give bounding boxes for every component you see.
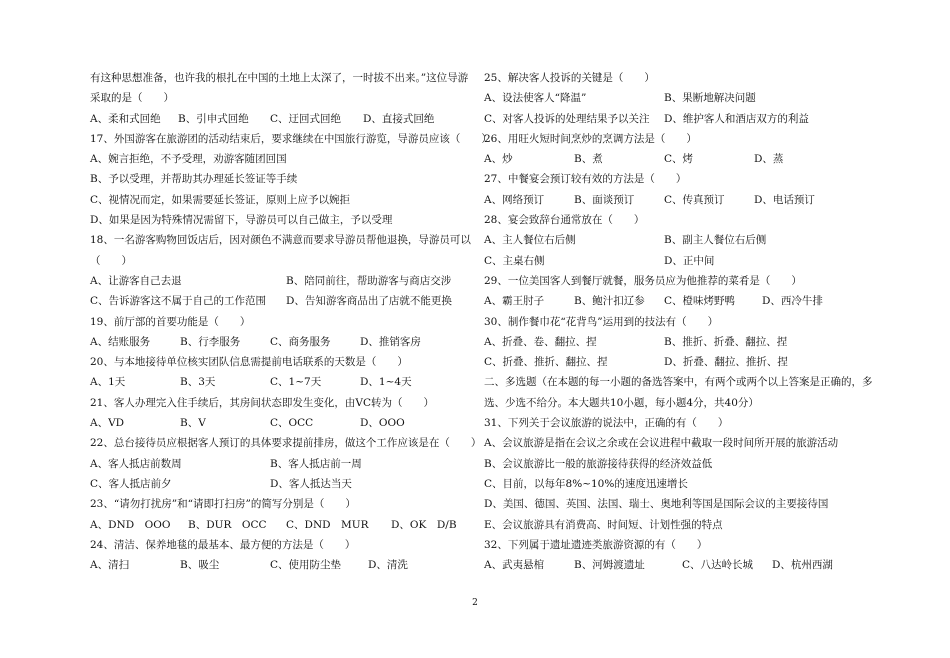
q24-option-a: A、清扫 — [90, 559, 130, 572]
q25-option-c: C、对客人投诉的处理结果予以关注 — [484, 112, 650, 125]
q20-options — [90, 372, 475, 392]
q25-option-d: D、维护客人和酒店双方的利益 — [664, 112, 809, 125]
q29-options — [484, 291, 856, 311]
q29-option-b: B、鲍汁扣辽参 — [574, 295, 645, 308]
q16-stem-line1: 有这种思想准备，也许我的根扎在中国的土地上太深了，一时拔不出来。”这位导游 — [90, 72, 469, 84]
q23-option-a: A、DND OOO — [90, 518, 171, 531]
q27-option-a: A、网络预订 — [484, 193, 545, 206]
q25-options-ab — [484, 88, 856, 108]
q21-options — [90, 413, 475, 433]
q18-option-c: C、告诉游客这不属于自己的工作范围 — [90, 295, 267, 308]
q22-option-b: B、客人抵店前一周 — [270, 457, 362, 470]
q32-stem: 32、下列属于遗址遗迹类旅游资源的有（ ） — [484, 538, 708, 551]
section2-heading-line1: 二、多选题（在本题的每一小题的备选答案中，有两个或两个以上答案是正确的，多 — [484, 376, 873, 389]
q24-option-c: C、使用防尘垫 — [270, 559, 342, 572]
q23-option-c: C、DND MUR — [286, 518, 369, 531]
q23-option-d: D、OK D/B — [391, 518, 457, 531]
q24-option-b: B、吸尘 — [180, 559, 220, 572]
q31-option-a: A、会议旅游是指在会议之余或在会议进程中截取一段时间所开展的旅游活动 — [484, 437, 839, 450]
q18-paren: （ ） — [90, 254, 132, 267]
q17-option-a: A、婉言拒绝，不予受理，劝游客随团回国 — [90, 153, 287, 166]
q19-option-d: D、推销客房 — [360, 335, 421, 348]
q25-option-b: B、果断地解决问题 — [664, 92, 756, 105]
q28-option-a: A、主人餐位右后侧 — [484, 234, 576, 247]
q18-options-ab — [90, 271, 475, 291]
q18-stem: 18、一名游客购物回饭店后，因对颜色不满意而要求导游员帮他退换，导游员可以 — [90, 234, 471, 247]
q29-option-c: C、橙味烤野鸭 — [664, 295, 736, 308]
q21-option-c: C、OCC — [270, 417, 314, 430]
q25-options-cd — [484, 109, 856, 129]
q20-stem: 20、与本地接待单位核实团队信息需提前电话联系的天数是（ ） — [90, 356, 408, 369]
q16-stem-line2: 采取的是（ ） — [90, 92, 174, 105]
q21-option-b: B、V — [180, 417, 206, 430]
q16-option-c: C、迂回式回绝 — [270, 112, 342, 125]
q28-options-cd — [484, 251, 856, 271]
q21-option-a: A、VD — [90, 417, 125, 430]
q23-options — [90, 515, 475, 535]
q22-option-c: C、客人抵店前夕 — [90, 477, 172, 490]
q28-option-c: C、主桌右侧 — [484, 254, 545, 267]
page-number: 2 — [472, 598, 478, 608]
q20-option-a: A、1天 — [90, 376, 126, 389]
q30-option-c: C、折叠、推折、翻拉、捏 — [484, 356, 608, 369]
q26-option-c: C、烤 — [664, 153, 694, 166]
q21-stem: 21、客人办理完入住手续后，其房间状态即发生变化，由VC转为（ ） — [90, 396, 434, 409]
q27-options — [484, 190, 856, 210]
q32-option-d: D、杭州西湖 — [772, 559, 833, 572]
q30-option-a: A、折叠、卷、翻拉、捏 — [484, 335, 597, 348]
q23-stem: 23、“请勿打扰房”和“请即打扫房”的简写分别是（ ） — [90, 498, 356, 511]
q22-options-cd — [90, 474, 475, 494]
q27-option-d: D、电话预订 — [754, 193, 815, 206]
q28-option-d: D、正中间 — [664, 254, 715, 267]
q29-option-d: D、西冷牛排 — [762, 295, 823, 308]
right-column — [484, 68, 873, 575]
q17-option-b: B、予以受理，并帮助其办理延长签证等手续 — [90, 173, 298, 186]
q16-option-b: B、引申式回绝 — [178, 112, 249, 125]
q24-option-d: D、清洗 — [368, 559, 408, 572]
q27-option-c: C、传真预订 — [664, 193, 725, 206]
q31-option-e: E、会议旅游具有消费高、时间短、计划性强的特点 — [484, 518, 723, 531]
q30-options-ab — [484, 332, 856, 352]
q19-option-b: B、行李服务 — [180, 335, 241, 348]
q28-stem: 28、宴会致辞台通常放在（ ） — [484, 214, 645, 227]
q32-option-c: C、八达岭长城 — [682, 559, 754, 572]
q23-option-b: B、DUR OCC — [188, 518, 267, 531]
q32-option-a: A、武夷悬棺 — [484, 559, 545, 572]
q26-option-b: B、煮 — [574, 153, 603, 166]
q22-option-a: A、客人抵店前数周 — [90, 457, 182, 470]
q19-option-a: A、结账服务 — [90, 335, 151, 348]
q16-option-a: A、柔和式回绝 — [90, 112, 161, 125]
q31-option-c: C、目前，以每年8%~10%的速度迅速增长 — [484, 477, 688, 490]
q19-option-c: C、商务服务 — [270, 335, 331, 348]
section2-heading-line2: 选、少选不给分。本大题共10小题，每小题4分，共40分） — [484, 396, 759, 409]
q17-stem: 17、外国游客在旅游团的活动结束后，要求继续在中国旅行游览，导游员应该（ ） — [90, 132, 492, 145]
q32-option-b: B、河姆渡遗址 — [574, 559, 645, 572]
q26-option-a: A、炒 — [484, 153, 513, 166]
q22-stem: 22、总台接待员应根据客人预订的具体要求提前排房，做这个工作应该是在（ ） — [90, 437, 482, 450]
q31-stem: 31、下列关于会议旅游的说法中，正确的有（ ） — [484, 417, 729, 430]
q29-stem: 29、一位美国客人到餐厅就餐，服务员应为他推荐的菜肴是（ ） — [484, 274, 802, 287]
q25-option-a: A、设法使客人“降温” — [484, 92, 587, 105]
q22-option-d: D、客人抵达当天 — [270, 477, 352, 490]
q22-options-ab — [90, 454, 475, 474]
q19-options — [90, 332, 475, 352]
q27-stem: 27、中餐宴会预订较有效的方法是（ ） — [484, 173, 687, 186]
q16-option-d: D、直接式回绝 — [363, 112, 435, 125]
q20-option-c: C、1~7天 — [270, 376, 322, 389]
q30-stem: 30、制作餐巾花“花背鸟”运用到的技法有（ ） — [484, 315, 719, 328]
q30-options-cd — [484, 352, 856, 372]
q18-options-cd — [90, 291, 475, 311]
q28-option-b: B、副主人餐位右后侧 — [664, 234, 767, 247]
q21-option-d: D、OOO — [360, 417, 405, 430]
q18-option-d: D、告知游客商品出了店就不能更换 — [286, 295, 452, 308]
left-column — [90, 68, 492, 575]
q24-options — [90, 555, 475, 575]
q20-option-d: D、1~4天 — [360, 376, 412, 389]
q28-options-ab — [484, 230, 856, 250]
q26-options — [484, 149, 856, 169]
q18-option-b: B、陪同前往，帮助游客与商店交涉 — [286, 274, 452, 287]
q25-stem: 25、解决客人投诉的关键是（ ） — [484, 72, 655, 84]
q31-option-b: B、会议旅游比一般的旅游接待获得的经济效益低 — [484, 457, 713, 470]
q29-option-a: A、霸王肘子 — [484, 295, 545, 308]
q19-stem: 19、前厅部的首要功能是（ ） — [90, 315, 251, 328]
q32-options — [484, 555, 856, 575]
q18-option-a: A、让游客自己去退 — [90, 274, 182, 287]
q20-option-b: B、3天 — [180, 376, 216, 389]
q26-option-d: D、蒸 — [754, 153, 784, 166]
q17-option-d: D、如果是因为特殊情况需留下，导游员可以自己做主，予以受理 — [90, 214, 393, 227]
q31-option-d: D、美国、德国、英国、法国、瑞士、奥地利等国是国际会议的主要接待国 — [484, 498, 829, 511]
q27-option-b: B、面谈预订 — [574, 193, 635, 206]
q16-options — [90, 109, 475, 129]
q17-option-c: C、视情况而定，如果需要延长签证，原则上应予以婉拒 — [90, 193, 351, 206]
q24-stem: 24、清洁、保养地毯的最基本、最方便的方法是（ ） — [90, 538, 356, 551]
q30-option-b: B、推折、折叠、翻拉、捏 — [664, 335, 788, 348]
q26-stem: 26、用旺火短时间烹炒的烹调方法是（ ） — [484, 132, 697, 145]
q30-option-d: D、折叠、翻拉、推折、捏 — [664, 356, 788, 369]
